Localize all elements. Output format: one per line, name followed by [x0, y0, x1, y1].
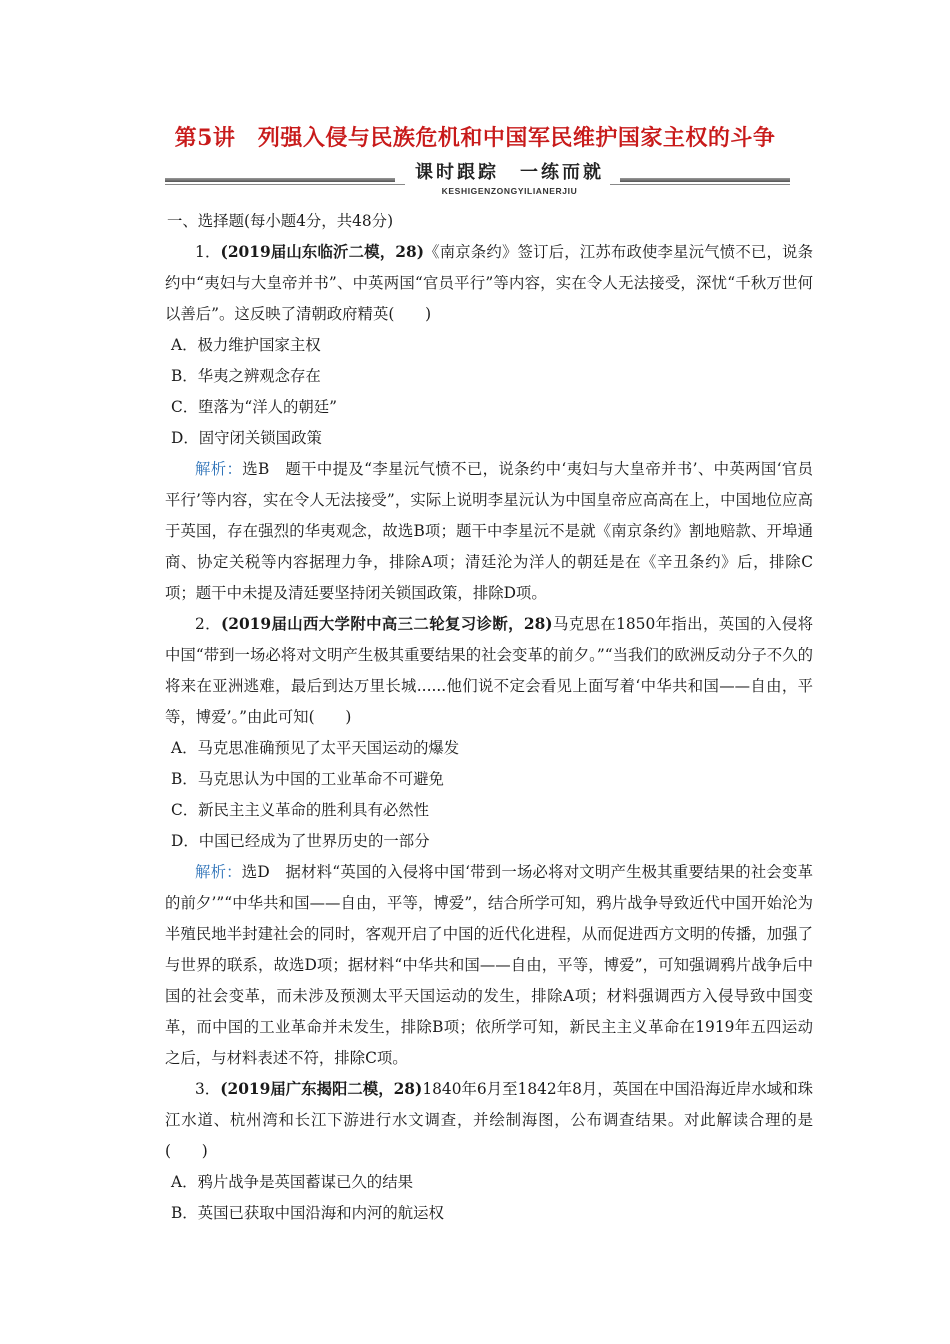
banner-pinyin: KESHIGENZONGYILIANERJIU: [441, 186, 578, 196]
banner-left-rule: [165, 178, 395, 182]
question-1-analysis: [165, 454, 813, 609]
question-source: (2019届山西大学附中高三二轮复习诊断，28): [220, 615, 553, 633]
question-number: 2．: [195, 615, 221, 633]
question-3-option-b: B．英国已获取中国沿海和内河的航运权: [171, 1204, 444, 1222]
question-3-option-a: A．鸦片战争是英国蓄谋已久的结果: [171, 1173, 413, 1191]
analysis-label: 解析：: [195, 460, 243, 478]
question-1-option-d: D．固守闭关锁国政策: [171, 429, 322, 447]
question-1-stem: [165, 237, 813, 330]
question-1-option-c: C．堕落为“洋人的朝廷”: [171, 398, 338, 416]
banner-center: [408, 160, 611, 200]
banner-right-rule: [620, 178, 790, 182]
question-2-option-a: A．马克思准确预见了太平天国运动的爆发: [171, 739, 460, 757]
question-content: [165, 206, 813, 1229]
question-2-stem: [165, 609, 813, 733]
banner-title: 课时跟踪 一练而就: [415, 162, 604, 183]
question-2-option-c: C．新民主主义革命的胜利具有必然性: [171, 801, 430, 819]
analysis-text: 选D 据材料“英国的入侵将中国‘带到一场必将对文明产生极其重要结果的社会变革的前夕’”“中华共和国——自由，平等，博爱”，结合所学可知，鸦片战争导致近代中国开始沦为半殖民地半封建社会的同时，客观开启了中国的近代化进程，从而促进西方文明的传播，加强了与世界的联系，故选D项；据材料“中华共和国——自由，平等，博爱”，可知强调鸦片战争后中国的社会变革，而未涉及预测太平天国运动的发生，排除A项；材料强调西方入侵导致中国变革，而中国的工业革命并未发生，排除B项；依所学可知，新民主主义革命在1919年五四运动之后，与材料表述不符，排除C项。: [165, 863, 813, 1067]
question-source: (2019届山东临沂二模，28): [220, 243, 424, 261]
question-1-option-b: B．华夷之辨观念存在: [171, 367, 321, 385]
question-3-stem: [165, 1074, 813, 1167]
banner-left-thin-rule: [165, 184, 405, 185]
section-heading: 一、选择题(每小题4分，共48分): [167, 212, 394, 230]
banner-right-thin-rule: [610, 184, 790, 185]
question-source: (2019届广东揭阳二模，28): [220, 1080, 423, 1098]
question-number: 3．: [195, 1080, 221, 1098]
question-text: 1840年6月至1842年8月，英国在中国沿海近岸水域和珠江水道、杭州湾和长江下游进行水文调查，并绘制海图，公布调查结果。对此解读合理的是( ): [165, 1080, 813, 1160]
analysis-text: 选B 题干中提及“李星沅气愤不已，说条约中‘夷妇与大皇帝并书’、中英两国‘官员平行’等内容，实在令人无法接受”，实际上说明李星沅认为中国皇帝应高高在上，中国地位应高于英国，存在强烈的华夷观念，故选B项；题干中李星沅不是就《南京条约》割地赔款、开埠通商、协定关税等内容据理力争，排除A项；清廷沦为洋人的朝廷是在《辛丑条约》后，排除C项；题干中未提及清廷要坚持闭关锁国政策，排除D项。: [165, 460, 813, 602]
question-2-analysis: [165, 857, 813, 1074]
question-text: 《南京条约》签订后，江苏布政使李星沅气愤不已，说条约中“夷妇与大皇帝并书”、中英两国“官员平行”等内容，实在令人无法接受，深忧“千秋万世何以善后”。这反映了清朝政府精英( ): [165, 243, 813, 323]
question-text: 马克思在1850年指出，英国的入侵将中国“带到一场必将对文明产生极其重要结果的社会变革的前夕。”“当我们的欧洲反动分子不久的将来在亚洲逃难，最后到达万里长城......他们说不定会看见上面写着‘中华共和国——自由，平等，博爱’。”由此可知( ): [165, 615, 813, 726]
question-2-option-d: D．中国已经成为了世界历史的一部分: [171, 832, 430, 850]
analysis-label: 解析：: [195, 863, 242, 881]
lesson-title: 第5讲 列强入侵与民族危机和中国军民维护国家主权的斗争: [174, 125, 776, 151]
question-2-option-b: B．马克思认为中国的工业革命不可避免: [171, 770, 444, 788]
question-number: 1．: [195, 243, 221, 261]
section-banner: [165, 160, 790, 202]
question-1-option-a: A．极力维护国家主权: [171, 336, 321, 354]
